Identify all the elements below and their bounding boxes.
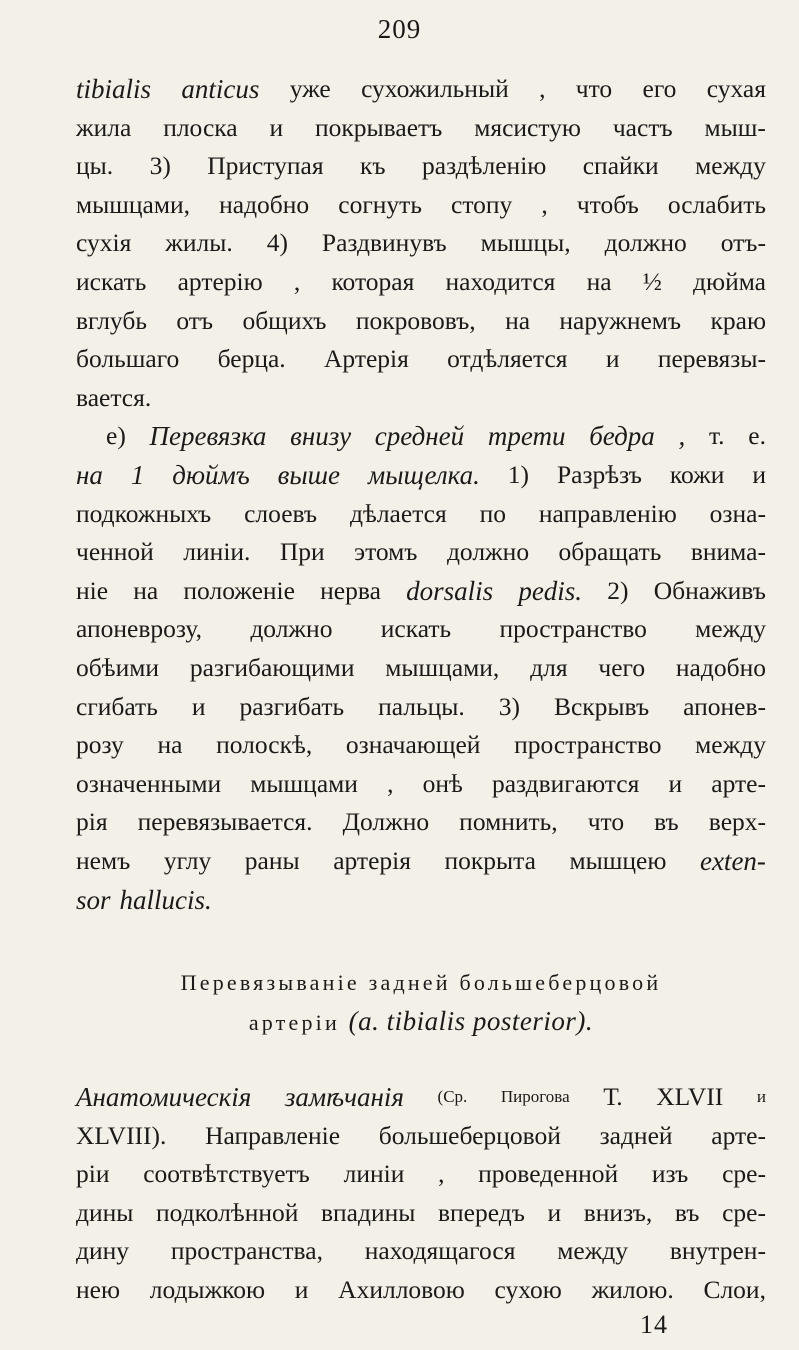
page-number: 209 — [377, 14, 422, 44]
word: ослабить — [667, 189, 766, 219]
word: Разрѣзъ — [556, 460, 642, 489]
word: арте- — [711, 1120, 766, 1150]
word: проведенной — [478, 1159, 619, 1189]
word: отъ — [176, 305, 214, 335]
word: , — [678, 421, 686, 452]
word: , — [438, 1159, 445, 1189]
word: уже — [289, 74, 331, 103]
word: кожи — [669, 460, 725, 489]
word: Пирогова — [500, 1087, 570, 1106]
word: 3) — [498, 691, 520, 721]
word: перевязывается. — [137, 807, 313, 837]
word: Должно — [342, 807, 430, 837]
word: сгибать — [76, 691, 158, 721]
word: выше — [277, 460, 341, 490]
word: покрововъ, — [355, 305, 476, 335]
word: краю — [710, 305, 766, 335]
word: Анатомическія — [76, 1082, 252, 1112]
section-heading-line-2 — [76, 1004, 766, 1038]
word: , — [539, 74, 546, 103]
word: линіи — [343, 1159, 405, 1189]
text-line — [76, 1273, 766, 1307]
word: 3) — [149, 151, 171, 181]
word: наружнемъ — [559, 305, 682, 335]
word: артерія — [333, 846, 411, 875]
word: разгибать — [239, 691, 345, 721]
word: для — [530, 653, 568, 682]
word: hallucis. — [119, 884, 212, 915]
word: и — [605, 344, 620, 374]
text-line — [76, 304, 766, 338]
word: дѣлается — [350, 498, 447, 528]
word: означающей — [345, 730, 481, 760]
text-line — [76, 535, 766, 569]
word: слоевъ — [244, 498, 318, 528]
word: рія — [76, 807, 108, 837]
text-line — [76, 342, 766, 376]
word: углу — [163, 846, 212, 875]
word: внутрен- — [669, 1236, 766, 1266]
word: pedis. — [518, 575, 583, 606]
word: положеніе — [183, 575, 295, 605]
word: отдѣляется — [447, 344, 568, 374]
text-line — [76, 1119, 766, 1153]
word: должно — [446, 537, 530, 567]
word: верх- — [708, 807, 766, 837]
word: которая — [331, 267, 415, 296]
word: немъ — [76, 846, 131, 875]
word: что — [575, 74, 613, 103]
word: раздвигаются — [491, 768, 640, 798]
word: , — [541, 189, 548, 219]
word: должно — [250, 614, 333, 644]
text-line — [76, 1196, 766, 1230]
word: средней — [374, 421, 465, 452]
word: пространство — [499, 614, 647, 644]
word: направленію — [538, 498, 677, 528]
word: 2) — [607, 575, 629, 605]
word: сухожильный — [361, 74, 509, 103]
word: e) — [106, 421, 126, 451]
word: дины — [76, 1197, 134, 1227]
word: дюйма — [693, 267, 766, 296]
word: tibialis — [76, 74, 152, 104]
word: на — [505, 305, 531, 335]
text-line — [76, 1080, 766, 1114]
text-line — [76, 72, 766, 106]
word: мыш- — [704, 112, 766, 142]
text-line — [76, 149, 766, 183]
word: сре- — [722, 1197, 766, 1227]
word: арте- — [711, 768, 766, 798]
word: что — [587, 807, 625, 837]
word: сре- — [722, 1159, 766, 1189]
word: Ахилловою — [338, 1275, 465, 1304]
word: мышцами, — [76, 189, 191, 219]
word: ніе — [76, 575, 109, 605]
word: на — [586, 267, 612, 296]
word: сухія — [76, 228, 132, 258]
text-line — [76, 1234, 766, 1268]
text-line — [76, 458, 766, 492]
word: мышцы, — [480, 228, 571, 258]
word: XLVII — [656, 1082, 724, 1111]
word: въ — [654, 807, 679, 837]
word: чтобъ — [576, 189, 639, 219]
word: подкожныхъ — [76, 498, 212, 528]
word: спайки — [582, 151, 659, 181]
word: вглубь — [76, 305, 147, 335]
word: задней — [599, 1120, 673, 1150]
text-line — [76, 690, 766, 724]
word: перевязы- — [657, 344, 766, 374]
word: дюймъ — [172, 460, 250, 490]
word: сухая — [706, 74, 766, 103]
word: ченной — [76, 537, 154, 567]
word: Приступая — [207, 151, 324, 181]
word: Перевязка — [149, 421, 267, 452]
word: находится — [445, 267, 556, 296]
word: , — [293, 267, 301, 296]
word: нерва — [320, 575, 381, 605]
word: отъ- — [720, 228, 766, 258]
word: надобно — [675, 653, 766, 682]
word: находящагося — [364, 1236, 516, 1266]
word: мышцею — [569, 846, 667, 875]
word: Слои, — [703, 1275, 766, 1304]
word: жила — [76, 112, 132, 142]
word: раздѣленію — [422, 151, 547, 181]
word: этомъ — [354, 537, 418, 567]
word: и — [191, 691, 206, 721]
text-line — [76, 612, 766, 646]
word: частъ — [612, 112, 673, 142]
word: При — [279, 537, 325, 567]
word: Т. — [603, 1082, 623, 1111]
word: XLVIII). — [76, 1120, 167, 1150]
word: дину — [76, 1236, 130, 1266]
word: ½ — [642, 267, 662, 296]
word: искать — [76, 267, 147, 296]
word: между — [695, 614, 766, 644]
word: sor — [76, 884, 111, 915]
word: и — [668, 768, 683, 798]
word: его — [642, 74, 677, 103]
word: озна- — [709, 498, 766, 528]
word: бедра — [589, 421, 655, 452]
word: и — [756, 1087, 766, 1106]
word: жилы. — [165, 228, 233, 258]
word: внима- — [690, 537, 766, 567]
word: и — [547, 1197, 562, 1227]
word: Артерія — [323, 344, 409, 374]
word: общихъ — [242, 305, 327, 335]
word: большеберцовой — [378, 1120, 561, 1150]
word: мясистую — [474, 112, 581, 142]
word: чего — [598, 653, 646, 682]
word: мышцами — [250, 768, 358, 798]
word: и — [752, 460, 766, 489]
word: , — [387, 768, 394, 798]
text-line — [76, 226, 766, 260]
word: между — [695, 151, 766, 181]
text-line — [76, 497, 766, 531]
word: мыщелка. — [367, 460, 480, 490]
word: полоскѣ, — [216, 730, 313, 760]
word: между — [695, 730, 766, 760]
word: къ — [360, 151, 386, 181]
heading-prefix: артеріи — [248, 1010, 340, 1035]
text-line — [76, 1157, 766, 1191]
word: нею — [76, 1275, 121, 1304]
word: помнить, — [459, 807, 558, 837]
text-line — [76, 883, 766, 917]
word: пространство — [514, 730, 662, 760]
word: и — [294, 1275, 309, 1304]
word: плоска — [163, 112, 238, 142]
word: Обнаживъ — [653, 575, 766, 605]
word: впередъ — [438, 1197, 525, 1227]
text-line — [76, 574, 766, 608]
word: замѣчанія — [284, 1082, 404, 1112]
word: соотвѣтствуетъ — [143, 1159, 310, 1189]
text-line — [76, 381, 766, 415]
word: обращать — [558, 537, 662, 567]
word: искать — [380, 614, 452, 644]
word: 1 — [130, 460, 145, 490]
word: и — [269, 112, 284, 142]
word: надобно — [219, 189, 310, 219]
word: Вскрывъ — [553, 691, 650, 721]
word: артерію — [177, 267, 263, 296]
word: exten- — [699, 846, 766, 876]
word: (Ср. — [437, 1087, 468, 1106]
word: раны — [244, 846, 300, 875]
word: на — [76, 460, 103, 490]
signature-mark: 14 — [640, 1310, 668, 1339]
word: пространства, — [170, 1236, 323, 1266]
text-line — [106, 419, 766, 453]
word: изъ — [651, 1159, 689, 1189]
word: розу — [76, 730, 124, 760]
word: цы. — [76, 151, 114, 181]
text-line — [76, 188, 766, 222]
text-line — [76, 265, 766, 299]
text-line — [76, 805, 766, 839]
word: 4) — [266, 228, 288, 258]
text-line — [76, 111, 766, 145]
section-heading-line-1: Перевязываніе задней большеберцовой — [180, 970, 662, 995]
word: вается. — [76, 382, 152, 412]
word: стопу — [451, 189, 513, 219]
word: большаго — [76, 344, 180, 374]
word: внизу — [290, 421, 352, 452]
word: мышцами, — [385, 653, 500, 682]
word: Направленіе — [205, 1120, 341, 1150]
word: разгибающими — [189, 653, 355, 682]
word: линіи. — [183, 537, 251, 567]
word: ріи — [76, 1159, 110, 1189]
word: между — [557, 1236, 629, 1266]
text-line — [76, 844, 766, 878]
word: 1) — [507, 460, 530, 489]
text-line — [76, 728, 766, 762]
word: подколѣнной — [156, 1197, 299, 1227]
word: покрываетъ — [315, 112, 443, 142]
word: лодыжкою — [149, 1275, 266, 1304]
word: впадины — [321, 1197, 416, 1227]
word: трети — [487, 421, 566, 452]
word: на — [157, 730, 183, 760]
word: anticus — [181, 74, 260, 104]
word: пальцы. — [378, 691, 465, 721]
word: dorsalis — [406, 575, 494, 606]
word: обѣими — [76, 653, 159, 682]
word: внизъ, — [583, 1197, 653, 1227]
word: сухою — [494, 1275, 562, 1304]
word: апоневрозу, — [76, 614, 202, 644]
word: покрыта — [444, 846, 536, 875]
word: апонев- — [683, 691, 766, 721]
word: онѣ — [422, 768, 463, 798]
word: означенными — [76, 768, 222, 798]
word: т. — [708, 421, 725, 451]
word: согнуть — [338, 189, 422, 219]
word: должно — [604, 228, 687, 258]
heading-latin: (a. tibialis posterior). — [348, 1006, 594, 1036]
word: е. — [748, 421, 766, 451]
word: берца. — [217, 344, 286, 374]
text-line — [76, 651, 766, 685]
word: на — [133, 575, 159, 605]
word: жилою. — [591, 1275, 674, 1304]
word: Раздвинувъ — [321, 228, 447, 258]
text-line — [76, 767, 766, 801]
word: по — [479, 498, 506, 528]
word: въ — [674, 1197, 700, 1227]
